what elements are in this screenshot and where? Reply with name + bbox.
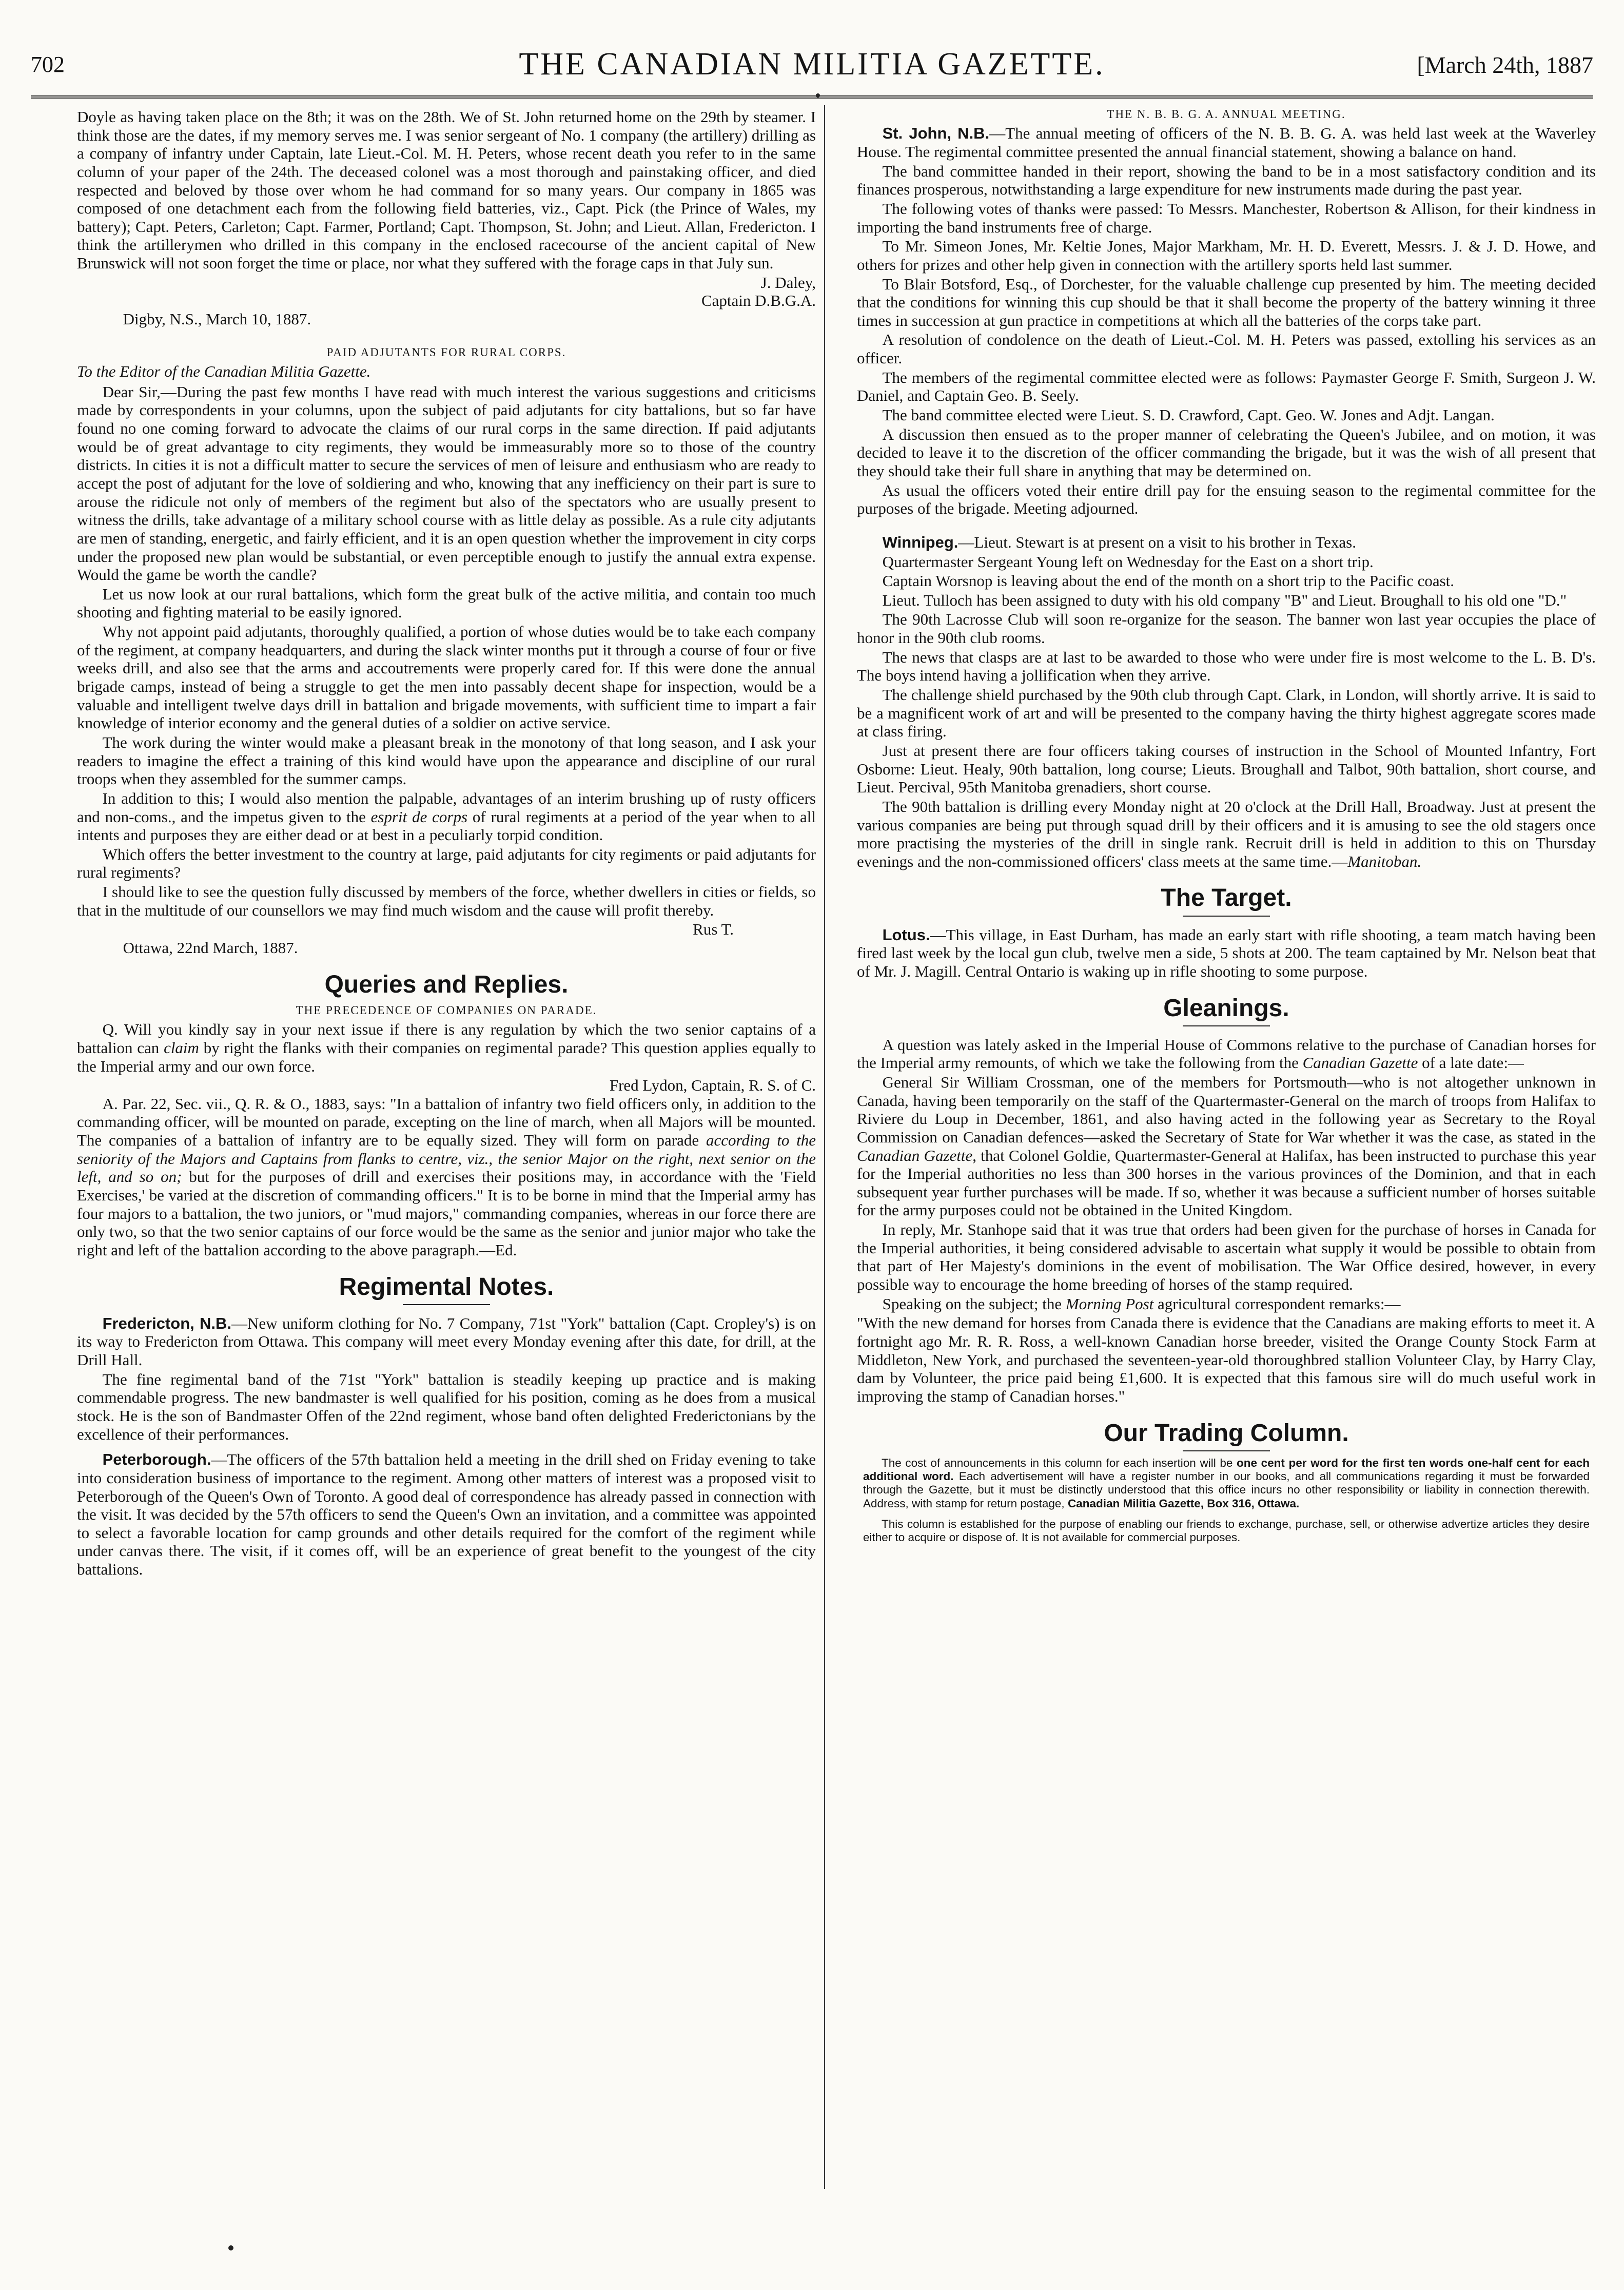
paragraph (77, 1314, 816, 1369)
paragraph: The work during the winter would make a pleasant break in the monotony of that long season, and I ask your readers to imagine the effect a training of this kind would have upon the appearance and discipline of our rural troops when they assembled for the summer camps. (77, 733, 816, 788)
paragraph: Which offers the better investment to the country at large, paid adjutants for city regiments or paid adjutants for rural regiments? (77, 845, 816, 882)
text-run: The 90th battalion is drilling every Monday night at 20 o'clock at the Drill Hall, Broadway. Just at present the various companies are being put through squad drill by their officers and it is amusing to see the old stagers once more practising the mysteries of the drill in single rank. Recruit drill is held in addition to this on Thursday evenings and the non-commissioned officers' class meets at the same time.— (857, 797, 1596, 870)
paragraph: The 90th Lacrosse Club will soon re-organize for the season. The banner won last year occupies the place of honor in the 90th club rooms. (857, 610, 1596, 647)
place-name: Peterborough. (102, 1450, 211, 1469)
section-heading: The Target. (1161, 884, 1292, 912)
text-run: —New uniform clothing for No. 7 Company, 71st "York" battalion (Capt. Cropley's) is on its way to Fredericton from Ottawa. This company will meet every Monday evening after this date, for drill, at the Drill Hall. (77, 1314, 816, 1369)
text-run: —The annual meeting of officers of the N. B. B. G. A. was held last week at the Waverley House. The regimental committee presented the annual financial statement, showing a balance on hand. (857, 124, 1596, 161)
printer-dot (228, 2245, 233, 2250)
paragraph: To Blair Botsford, Esq., of Dorchester, for the valuable challenge cup presented by him. The meeting decided that the conditions for winning this cup should be that it shall become the property of the battery winning it three times in succession at gun practice in competitions at which all the batteries of the corps take part. (857, 275, 1596, 329)
section-heading: Regimental Notes. (339, 1273, 554, 1301)
paragraph: The band committee elected were Lieut. S. D. Crawford, Capt. Geo. W. Jones and Adjt. Langan. (882, 406, 1495, 424)
section-heading: Our Trading Column. (1104, 1419, 1349, 1447)
paragraph: To Mr. Simeon Jones, Mr. Keltie Jones, Major Markham, Mr. H. D. Everett, Messrs. J. & J. D. Howe, and others for prizes and other help given in connection with the artillery sports held last summer. (857, 237, 1596, 274)
section-heading: Gleanings. (1163, 994, 1289, 1022)
paragraph: The band committee handed in their report, showing the band to be in a most satisfactory condition and its finances prosperous, notwithstanding a large expenditure for new instruments made during the past year. (857, 162, 1596, 199)
paragraph (77, 1020, 816, 1075)
paragraph: Dear Sir,—During the past few months I have read with much interest the various suggestions and criticisms made by correspondents in your columns, upon the subject of paid adjutants for city battalions, but so far have found no one coming forward to advocate the claims of our rural corps in the same direction. If paid adjutants would be of great advantage to city regiments, they would be immeasurably more so to those of the country districts. In cities it is not a difficult matter to secure the services of men of leisure and enthusiasm who are ready to accept the post of adjutant for the love of soldiering and who, knowing that any inefficiency on their part is sure to arouse the ridicule not only of members of the regiment but also of the spectators who are usually present to witness the drills, take advantage of a military school course with as little delay as possible. As a rule city adjutants are men of standing, energetic, and fairly efficient, and it is an open question whether the improvement in city corps under the proposed new plan would be substantial, or even perceptible enough to justify the annual extra expense. Would the game be worth the candle? (77, 382, 816, 584)
text-run: agricultural correspondent remarks:— (1153, 1294, 1401, 1313)
article-subhead: PAID ADJUTANTS FOR RURAL CORPS. (326, 345, 566, 359)
letter-signature: Rus T. (693, 920, 734, 939)
paragraph (857, 124, 1596, 161)
text-run: —The officers of the 57th battalion held a meeting in the drill shed on Friday evening to take into consideration business of importance to the regiment. Among other matters of interest was a proposed visit to Peterborough of the Queen's Own of Toronto. A good deal of correspondence has already passed in connection with the visit. It was decided by the 57th officers to send the Queen's Own an invitation, and a committee was appointed to select a favorable location for camp grounds and other details required for the comfort of the regiment while under canvas there. The visit, if it comes off, will be an experience of great benefit to the youngest of the city battalions. (77, 1450, 816, 1579)
bold-run: Canadian Militia Gazette, Box 316, Ottawa. (1067, 1497, 1300, 1510)
text-run: Q. Will you kindly say in your next issue if there is any regulation by which the two senior captains of a battalion can (77, 1020, 816, 1057)
paragraph: Captain Worsnop is leaving about the end of the month on a short trip to the Pacific coast. (882, 572, 1455, 590)
paragraph: In reply, Mr. Stanhope said that it was true that orders had been given for the purchase of horses in Canada for the Imperial authorities, it being considered advisable to ascertain what supply it would be possible to obtain from that part of Her Majesty's dominions in the event of mobilisation. The War Office desired, however, in every possible way to encourage the home breeding of horses of the stamp required. (857, 1220, 1596, 1294)
italic-run: according to the seniority of the Majors and Captains from flanks to centre, viz., the senior Major on the right, next senior on the left, and so on; (77, 1131, 816, 1186)
italic-run: claim (164, 1038, 199, 1057)
text-run: of a late date:— (1418, 1054, 1524, 1072)
paragraph: A resolution of condolence on the death of Lieut.-Col. M. H. Peters was passed, extolling his services as an officer. (857, 331, 1596, 367)
paragraph: A discussion then ensued as to the proper manner of celebrating the Queen's Jubilee, and on motion, it was decided to leave it to the discretion of the officer commanding the brigade, but it was the wish of all present that they should take their full share in anything that may be determined on. (857, 425, 1596, 480)
article-subhead: THE PRECEDENCE OF COMPANIES ON PARADE. (296, 1003, 597, 1017)
trading-notice: This column is established for the purpose of enabling our friends to exchange, purchase, sell, or otherwise advertize articles they desire either to acquire or dispose of. It is not available for commercial purposes. (863, 1517, 1590, 1544)
italic-run: Canadian Gazette (1302, 1054, 1418, 1072)
paragraph (857, 1295, 1596, 1313)
masthead (31, 41, 1593, 103)
left-column (77, 108, 816, 1580)
gazette-title: THE CANADIAN MILITIA GAZETTE. (519, 47, 1105, 82)
paragraph: The fine regimental band of the 71st "York" battalion is steadily keeping up practice and is making commendable progress. The new bandmaster is well qualified for his position, coming as he does from a musical stock. He is the son of Bandmaster Offen of the 22nd regiment, whose band often delighted Frederictonians by the excellence of their performances. (77, 1370, 816, 1443)
signature-name: J. Daley, (760, 273, 816, 292)
signature-title: Captain D.B.G.A. (701, 292, 816, 310)
paragraph (857, 1036, 1596, 1072)
paragraph: "With the new demand for horses from Canada there is evidence that the Canadians are making efforts to meet it. A fortnight ago Mr. R. R. Ross, a well-known Canadian horse breeder, visited the Orange County Stock Farm at Middleton, New York, and purchased the seventeen-year-old thoroughbred stallion Volunteer Clay, by Harry Clay, dam by Volunteer, the price paid being £1,600. It is expected that this famous sire will do much useful work in improving the stamp of Canadian horses." (857, 1314, 1596, 1405)
paragraph: Quartermaster Sergeant Young left on Wednesday for the East on a short trip. (882, 552, 1374, 571)
text-run: Speaking on the subject; the (882, 1294, 1066, 1313)
italic-run: Canadian Gazette (857, 1146, 973, 1165)
text-run: , that Colonel Goldie, Quartermaster-General at Halifax, has been instructed to purchase this year for the Imperial authorities no less than 300 horses in the various provinces of the Dominion, and that in each subsequent year further purchases will be made. If so, whether it was because a sufficient number of horses suitable for the army purposes could not be obtained in the United Kingdom. (857, 1146, 1596, 1219)
paragraph: The members of the regimental committee elected were as follows: Paymaster George F. Smith, Surgeon J. W. Daniel, and Captain Geo. B. Seely. (857, 368, 1596, 405)
paragraph: I should like to see the question fully discussed by members of the force, whether dwellers in cities or fields, so that in the multitude of our counsellors we may find much wisdom and the cause will profit thereby. (77, 883, 816, 919)
text-run: —This village, in East Durham, has made an early start with rifle shooting, a team match having been fired last week by the local gun club, twelve men a side, 5 shots at 200. The team captained by Mr. Nelson beat that of Mr. J. Magill. Central Ontario is waking up in rifle shooting to some purpose. (857, 925, 1596, 980)
right-column (857, 108, 1596, 1545)
paragraph: Lieut. Tulloch has been assigned to duty with his old company "B" and Lieut. Broughall to his old one "D." (882, 591, 1567, 609)
paragraph: The news that clasps are at last to be awarded to those who were under fire is most welcome to the L. B. D's. The boys intend having a jollification when they arrive. (857, 648, 1596, 685)
letter-dateline: Ottawa, 22nd March, 1887. (123, 938, 298, 957)
paragraph: Let us now look at our rural battalions, which form the great bulk of the active militia, and contain too much shooting and fighting material to be easily ignored. (77, 585, 816, 622)
text-run: A question was lately asked in the Imperial House of Commons relative to the purchase of Canadian horses for the Imperial army remounts, of which we take the following from the (857, 1035, 1596, 1072)
text-run: A. Par. 22, Sec. vii., Q. R. & O., 1883, says: "In a battalion of infantry two field officers only, in addition to the commanding officer, will be mounted on parade, excepting on the line of march, when all Majors will be mounted. The companies of a battalion of infantry are to be equally sized. They will form on parade (77, 1094, 816, 1150)
italic-run: Morning Post (1065, 1294, 1154, 1313)
text-run: Each advertisement will have a register number in our books, and all communications regarding it must be forwarded through the Gazette, but it must be distinctly understood that this office incurs no other responsibility or liability in connection therewith. Address, with stamp for return postage, (863, 1470, 1590, 1510)
paragraph: The following votes of thanks were passed: To Messrs. Manchester, Robertson & Allison, for their kindness in importing the band instruments free of charge. (857, 200, 1596, 236)
text-run: General Sir William Crossman, one of the members for Portsmouth—who is not altogether unknown in Canada, having been temporarily on the staff of the Quartermaster-General on the march of troops from Halifax to Riviere du Loup in December, 1861, and also having acted in the following year as Secretary to the Royal Commission on Canadian defences—asked the Secretary of State for War whether it was the case, as stated in the (857, 1073, 1596, 1146)
heading-rule (1183, 916, 1270, 917)
letter-continuation: Doyle as having taken place on the 8th; it was on the 28th. We of St. John returned home on the 29th by steamer. I think those are the dates, if my memory serves me. I was senior sergeant of No. 1 company (the artillery) drilling as a company of infantry under Captain, late Lieut.-Col. M. H. Peters, whose recent death you refer to in the same column of your paper of the 24th. The deceased colonel was a most thorough and painstaking officer, and died respected and beloved by those over whom he had command for so many years. Our company in 1865 was composed of one detachment each from the following field batteries, viz., Capt. Pick (the Prince of Wales, my battery); Capt. Peters, Carleton; Capt. Farmer, Portland; Capt. Thompson, St. John; and Lieut. Allan, Fredericton. I think the artillerymen who drilled in this company in the enclosed racecourse of the ancient capital of New Brunswick will not soon forget the time or place, nor what they suffered with the forage caps in that July sun. (77, 108, 816, 273)
section-heading: Queries and Replies. (324, 971, 569, 998)
text-run: The cost of announcements in this column for each insertion will be (882, 1456, 1237, 1469)
printer-dot (816, 93, 820, 98)
paragraph (857, 798, 1596, 871)
issue-date: [March 24th, 1887 (1417, 52, 1593, 78)
text-run: —Lieut. Stewart is at present on a visit to his brother in Texas. (958, 533, 1356, 551)
paragraph (857, 1073, 1596, 1219)
page-number: 702 (31, 52, 65, 77)
column-divider (824, 105, 825, 2189)
paragraph (77, 1095, 816, 1259)
bold-run: one cent per word for the first ten words one-half cent for each additional word. (863, 1456, 1590, 1483)
place-name: St. John, N.B. (882, 124, 990, 143)
article-subhead: THE N. B. B. G. A. ANNUAL MEETING. (1107, 108, 1346, 121)
paragraph: Just at present there are four officers taking courses of instruction in the School of Mounted Infantry, Fort Osborne: Lieut. Healy, 90th battalion, long course; Lieuts. Broughall and Talbot, 90th battalion, short course, and Lieut. Percival, 95th Manitoba grenadiers, short course. (857, 741, 1596, 797)
italic-run: esprit de corps (370, 807, 468, 826)
place-name: Winnipeg. (882, 533, 958, 551)
letter-dateline: Digby, N.S., March 10, 1887. (123, 310, 311, 328)
masthead-rule (31, 95, 1593, 99)
text-run: of rural regiments at a period of the year when to all intents and purposes they are either dead or at best in a peculiarly torpid condition. (77, 807, 816, 844)
paragraph (77, 789, 816, 844)
paragraph: As usual the officers voted their entire drill pay for the ensuing season to the regimental committee for the purposes of the brigade. Meeting adjourned. (857, 481, 1596, 518)
paragraph: The challenge shield purchased by the 90th club through Capt. Clark, in London, will shortly arrive. It is said to be a magnificent work of art and will be presented to the company having the thirty highest aggregate scores made at class firing. (857, 686, 1596, 741)
text-run: by right the flanks with their companies on regimental parade? This question applies equally to the Imperial army and our own force. (77, 1038, 816, 1075)
heading-rule (1183, 1025, 1270, 1026)
paragraph (857, 926, 1596, 981)
paragraph (77, 1450, 816, 1578)
trading-notice (863, 1457, 1590, 1510)
paragraph (857, 533, 1596, 552)
paragraph: Why not appoint paid adjutants, thoroughly qualified, a portion of whose duties would be to take each company of the regiment, at company headquarters, and during the slack winter months put it through a course of four or five weeks drill, and also see that the arms and accoutrements were properly cared for. If this were done the annual brigade camps, instead of being a struggle to get the men into passably decent shape for inspection, would be a valuable and intelligent twelve days drill in battalion and brigade movements, with sufficient time to impart a fair knowledge of interior economy and the general duties of a soldier on active service. (77, 623, 816, 732)
source-credit: Manitoban. (1347, 852, 1422, 870)
heading-rule (403, 1304, 490, 1305)
place-name: Fredericton, N.B. (102, 1314, 232, 1332)
query-signature: Fred Lydon, Captain, R. S. of C. (609, 1076, 816, 1095)
place-name: Lotus. (882, 925, 930, 944)
heading-rule (1183, 1450, 1270, 1451)
text-run: In addition to this; I would also mention the palpable, advantages of an interim brushing up of rusty officers and non-coms., and the impetus given to the (77, 789, 816, 826)
text-run: but for the purposes of drill and exercises their positions may, in accordance with the 'Field Exercises,' be varied at the discretion of commanding officers." It is to be borne in mind that the Imperial army has four majors to a battalion, the two juniors, or "mud majors," commanding companies, whereas in our force there are only two, so that the two senior captains of our force would be the same as the senior and junior major who take the right and left of the battalion according to the above paragraph.—Ed. (77, 1168, 816, 1259)
editor-salutation: To the Editor of the Canadian Militia Gazette. (77, 362, 371, 381)
